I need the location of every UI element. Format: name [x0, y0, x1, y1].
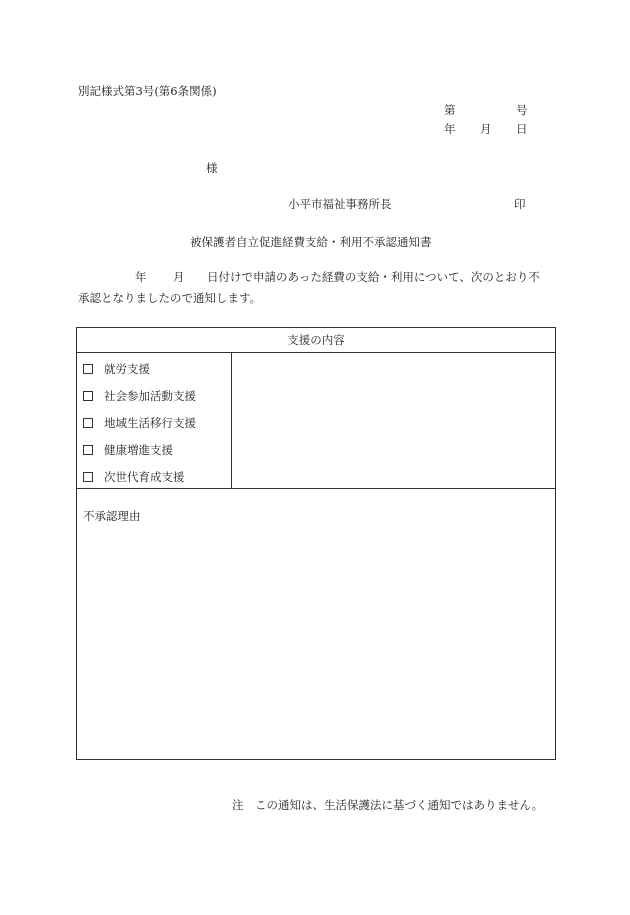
date-month-label: 月	[480, 122, 492, 136]
checkbox-icon[interactable]	[83, 391, 93, 401]
support-item-next-generation[interactable]	[83, 469, 185, 485]
date-year-label: 年	[444, 122, 456, 136]
support-item-employment[interactable]	[83, 361, 150, 377]
body-line1-text: 日付けで申請のあった経費の支給・利用について、次のとおり不	[207, 270, 540, 284]
support-item-community-transition[interactable]	[83, 415, 196, 431]
addressee-suffix: 様	[206, 161, 218, 175]
body-line2-text: 承認となりましたので通知します。	[78, 291, 262, 305]
checkbox-icon[interactable]	[83, 472, 93, 482]
doc-number-prefix: 第	[444, 103, 456, 117]
support-item-label: 社会参加活動支援	[104, 389, 196, 403]
support-item-label: 健康増進支援	[104, 443, 173, 457]
support-item-social-participation[interactable]	[83, 388, 196, 404]
support-form-box	[76, 327, 556, 760]
checkbox-icon[interactable]	[83, 418, 93, 428]
form-number-title: 別記様式第3号(第6条関係)	[78, 84, 217, 98]
date-day-label: 日	[516, 122, 528, 136]
checkbox-icon[interactable]	[83, 364, 93, 374]
support-item-label: 地域生活移行支援	[104, 416, 196, 430]
rejection-reason-label: 不承認理由	[83, 509, 141, 523]
support-header: 支援の内容	[77, 328, 555, 353]
support-item-label: 次世代育成支援	[104, 470, 185, 484]
seal-mark: 印	[514, 197, 526, 211]
document-title: 被保護者自立促進経費支給・利用不承認通知書	[190, 235, 432, 249]
doc-number-suffix: 号	[516, 103, 528, 117]
body-year-label: 年	[135, 270, 147, 284]
issuer-name: 小平市福祉事務所長	[288, 197, 392, 211]
support-item-health-promotion[interactable]	[83, 442, 173, 458]
support-item-label: 就労支援	[104, 362, 150, 376]
support-detail-area[interactable]	[232, 353, 555, 489]
checkbox-icon[interactable]	[83, 445, 93, 455]
support-checklist	[77, 353, 232, 489]
footnote: 注 この通知は、生活保護法に基づく通知ではありません。	[232, 798, 544, 812]
body-month-label: 月	[173, 270, 185, 284]
